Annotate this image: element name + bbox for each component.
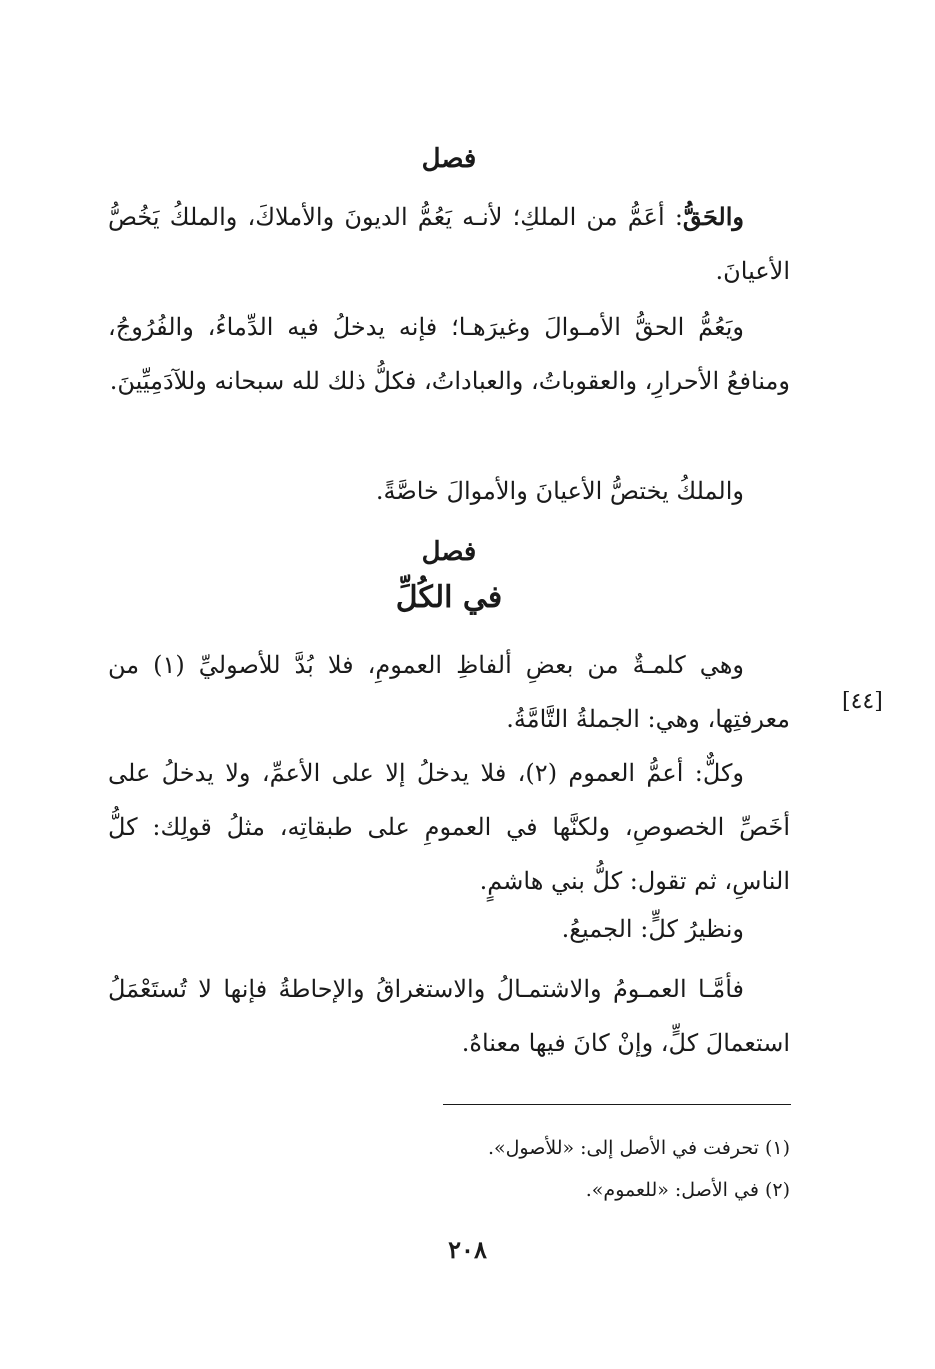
paragraph-text: : أعَمُّ من الملكِ؛ لأنـه يَعُمُّ الديونَ والأملاكَ، والملكُ يَخُصُّ الأعيانَ. bbox=[108, 203, 790, 285]
paragraph-kull-counterpart: ونظيرُ كلٍّ: الجميعُ. bbox=[561, 915, 744, 943]
section-heading-fasl-2: فصل bbox=[421, 537, 477, 567]
footnote-2: (٢) في الأصل: «للعموم». bbox=[585, 1179, 790, 1201]
section-subheading: في الكُلِّ bbox=[395, 580, 503, 615]
paragraph-milk-scope: والملكُ يختصُّ الأعيانَ والأموالَ خاصَّةً. bbox=[375, 477, 744, 505]
paragraph-kull-usage: وكلٌّ: أعمُّ العموم (٢)، فلا يدخلُ إلا على الأعمِّ، ولا يدخلُ على أخَصِّ الخصوصِ، ولكنَّها في العمومِ على طبقاتِه، مثلُ قولِك: كلُّ الناسِ، ثم تقول: كلُّ بني هاشمٍ. bbox=[108, 759, 790, 895]
footnote-divider bbox=[443, 1104, 791, 1105]
margin-page-reference: [٤٤] bbox=[842, 689, 883, 714]
paragraph-haqq-scope: ويَعُمُّ الحقُّ الأمـوالَ وغيرَهـا؛ فإنه يدخلُ فيه الدِّماءُ، والفُرُوجُ، ومنافعُ الأحرارِ، والعقوباتُ، والعباداتُ، فكلُّ ذلك لله سبحانه وللآدَمِيِّينَ. bbox=[108, 313, 790, 395]
page-number: ٢٠٨ bbox=[448, 1235, 487, 1264]
paragraph-other-terms: فأمَّـا العمـومُ والاشتمـالُ والاستغراقُ والإحاطةُ فإنها لا تُستَعْمَلُ استعمالَ كلٍّ، وإنْ كانَ فيها معناهُ. bbox=[108, 975, 790, 1057]
section-heading-fasl: فصل bbox=[421, 144, 477, 174]
paragraph-kull-definition: وهي كلمـةٌ من بعضِ ألفاظِ العمومِ، فلا بُدَّ للأصوليِّ (١) من معرفتِها، وهي: الجملةُ التَّامَّةُ. bbox=[108, 651, 790, 733]
footnote-1: (١) تحرفت في الأصل إلى: «للأصول». bbox=[487, 1137, 790, 1159]
paragraph-haqq-definition bbox=[108, 190, 790, 298]
defined-term: والحَقُّ bbox=[682, 202, 744, 231]
